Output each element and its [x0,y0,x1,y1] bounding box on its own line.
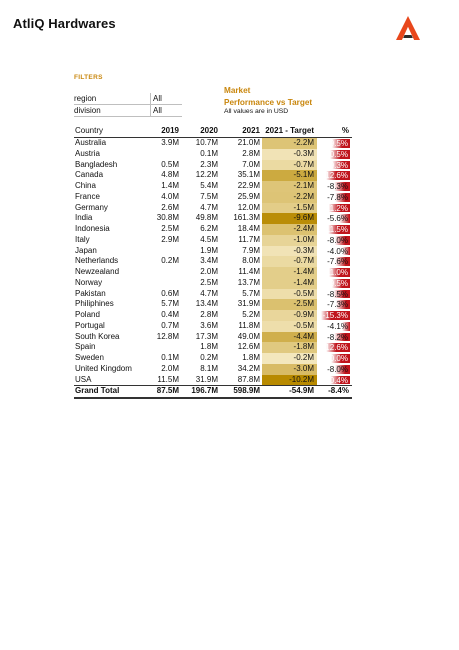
value-2020: 4.5M [200,234,218,244]
pct-cell: -8.5% [320,289,351,300]
target-diff-cell: -3.0M [262,364,317,375]
value-2020: 31.9M [195,374,218,384]
report-note: All values are in USD [224,108,289,115]
pct-cell: -11.2% [320,203,351,214]
filter-value[interactable]: All [150,105,162,116]
country-cell: Austria [75,148,100,158]
value-2020: 0.1M [200,148,218,158]
value-2019: 0.4M [161,310,179,319]
table-row [74,256,352,267]
country-cell: Portugal [75,320,105,330]
pct-cell: -9.5% [320,138,351,149]
target-diff-cell: -0.5M [262,289,317,300]
report-title [224,85,312,108]
country-cell: Bangladesh [75,159,118,169]
column-header-2019: 2019 [161,126,179,135]
value-2020: 6.2M [200,224,218,233]
pct-cell: -10.5% [320,149,351,160]
pct-cell: -8.2% [320,332,351,343]
target-diff-cell: -2.2M [262,138,317,149]
country-cell: Australia [75,138,107,147]
table-row [74,149,352,160]
country-cell: South Korea [75,331,120,341]
column-header-country: Country [75,126,104,135]
value-2019 [150,342,179,353]
table-row [74,170,352,181]
pct-cell: -8.0% [320,235,351,246]
value-2019: 1.4M [161,181,179,190]
value-2019 [150,278,179,289]
target-diff-cell: -1.4M [262,278,317,289]
value-2021: 12.6M [237,342,260,352]
target-diff-cell: -1.8M [262,342,317,353]
value-2019: 4.0M [161,191,179,201]
target-diff-cell: -0.2M [262,353,317,364]
value-2021: 35.1M [237,170,260,180]
target-diff-cell: -1.4M [262,267,317,278]
country-cell: Indonesia [75,224,110,233]
target-diff-cell: -9.6M [262,213,317,224]
value-2019: 2.6M [161,202,179,212]
country-cell: India [75,213,93,223]
table-row [74,342,352,353]
value-2021: 31.9M [237,299,260,309]
pct-cell: -12.6% [320,342,351,353]
value-2021: 5.2M [242,310,260,319]
pct-cell: -7.6% [320,256,351,267]
value-2020: 49.8M [195,213,218,223]
value-2020: 3.6M [200,320,218,330]
value-2020: 13.4M [195,299,218,309]
country-cell: United Kingdom [75,363,132,373]
target-diff-cell: -2.4M [262,224,317,235]
value-2020: 1.9M [200,245,218,255]
value-2021: 12.0M [237,202,260,212]
value-2021: 13.7M [237,277,260,287]
value-2019: 5.7M [161,299,179,309]
value-2019: 4.8M [161,170,179,180]
table-row [74,224,352,235]
value-2019 [150,246,179,257]
value-2020: 10.7M [195,138,218,147]
value-2020: 7.5M [200,191,218,201]
total-2019: 87.5M [156,386,179,396]
pct-cell: -12.6% [320,170,351,181]
value-2019: 0.6M [161,288,179,298]
target-diff-cell: -0.3M [262,149,317,160]
table-row [74,246,352,257]
country-cell: Germany [75,202,108,212]
value-2020: 8.1M [200,363,218,373]
table-row [74,203,352,214]
value-2021: 49.0M [237,331,260,341]
total-label: Grand Total [75,386,120,396]
value-2021: 11.8M [238,320,260,330]
pct-cell: -4.0% [320,246,351,257]
value-2021: 7.0M [242,159,260,169]
table-row [74,267,352,278]
table-row [74,181,352,192]
target-diff-cell: -2.1M [262,181,317,192]
target-diff-cell: -2.5M [262,299,317,310]
pct-cell: -7.8% [320,192,351,203]
total-pct: -8.4% [328,386,349,396]
country-cell: China [75,181,96,190]
report-title-line: Performance vs Target [224,97,313,107]
table-row [74,138,352,149]
value-2021: 21.0M [237,138,260,147]
column-header-target-diff: 2021 - Target [265,126,314,135]
filter-label: division [74,106,101,115]
country-cell: Pakistan [75,288,106,298]
filter-division[interactable] [74,105,182,117]
value-2021: 7.9M [242,245,260,255]
value-2019: 0.5M [161,159,179,169]
pct-cell: -10.4% [320,375,351,386]
table-body [74,138,352,385]
table-row [74,213,352,224]
value-2021: 25.9M [237,191,260,201]
total-2020: 196.7M [191,386,218,396]
value-2020: 2.0M [200,267,218,276]
table-row [74,160,352,171]
target-diff-cell: -4.4M [262,332,317,343]
pct-cell: -9.5% [320,278,351,289]
pct-cell: -9.3% [320,160,351,171]
value-2020: 2.3M [200,159,218,169]
value-2019: 3.9M [161,138,179,147]
value-2021: 8.0M [242,256,260,266]
pct-cell: -8.0% [320,364,351,375]
value-2021: 5.7M [242,288,260,298]
value-2020: 2.8M [200,310,218,319]
table-row [74,310,352,321]
value-2021: 2.8M [242,148,260,158]
country-cell: Poland [75,310,100,319]
country-cell: Norway [75,277,103,287]
filter-value[interactable]: All [150,93,162,104]
value-2019: 11.5M [157,374,179,384]
value-2019: 0.2M [161,256,179,266]
value-2019 [150,267,179,278]
target-diff-cell: -0.3M [262,246,317,257]
company-name: AtliQ Hardwares [13,16,116,31]
pct-cell: -11.0% [320,267,351,278]
report-title-line: Market [224,86,251,95]
value-2020: 17.3M [195,331,218,341]
target-diff-cell: -0.5M [262,321,317,332]
value-2019: 2.5M [161,224,179,233]
value-2019: 0.7M [161,320,179,330]
country-cell: France [75,191,100,201]
total-target-diff: -54.9M [289,386,314,396]
value-2021: 34.2M [237,363,260,373]
filter-region[interactable] [74,93,182,105]
column-header-2021: 2021 [242,126,260,135]
filters-heading: FILTERS [74,74,103,81]
country-cell: Canada [75,170,104,180]
value-2019: 2.9M [161,234,179,244]
table-header-row [74,126,352,138]
table-row [74,289,352,300]
table-row [74,192,352,203]
value-2020: 1.8M [200,342,218,352]
target-diff-cell: -2.2M [262,192,317,203]
table-row [74,332,352,343]
atliq-logo-icon [394,14,422,42]
table-row [74,278,352,289]
target-diff-cell: -0.7M [262,160,317,171]
pct-cell: -10.0% [320,353,351,364]
value-2021: 22.9M [237,181,260,190]
table-row [74,321,352,332]
pct-cell: -7.3% [320,299,351,310]
country-cell: Spain [75,342,96,352]
value-2021: 18.4M [237,224,260,233]
value-2021: 11.7M [238,234,260,244]
target-diff-cell: -0.9M [262,310,317,321]
value-2020: 4.7M [200,288,218,298]
column-header-2020: 2020 [200,126,218,135]
country-cell: USA [75,374,92,384]
value-2019 [150,149,179,160]
pct-cell: -15.3% [320,310,351,321]
value-2019: 12.8M [156,331,179,341]
country-cell: Italy [75,234,90,244]
filter-label: region [74,94,97,103]
target-diff-cell: -0.7M [262,256,317,267]
target-diff-cell: -1.0M [262,235,317,246]
performance-table [74,126,352,399]
target-diff-cell: -10.2M [262,375,317,386]
country-cell: Philiphines [75,299,114,309]
value-2020: 2.5M [200,277,218,287]
value-2020: 0.2M [200,353,218,362]
grand-total-row [74,385,352,399]
value-2020: 5.4M [200,181,218,190]
value-2021: 1.8M [242,353,260,362]
target-diff-cell: -1.5M [262,203,317,214]
value-2019: 30.8M [156,213,179,223]
country-cell: Netherlands [75,256,119,266]
target-diff-cell: -5.1M [262,170,317,181]
value-2021: 11.4M [238,267,260,276]
table-row [74,364,352,375]
value-2020: 4.7M [200,202,218,212]
table-row [74,235,352,246]
table-row [74,299,352,310]
value-2021: 87.8M [237,374,260,384]
pct-cell: -4.1% [320,321,351,332]
country-cell: Japan [75,245,97,255]
value-2019: 2.0M [161,363,179,373]
value-2020: 12.2M [195,170,218,180]
pct-cell: -5.6% [320,213,351,224]
value-2021: 161.3M [233,213,260,223]
pct-cell: -11.5% [320,224,351,235]
pct-cell: -8.3% [320,181,351,192]
total-2021: 598.9M [233,386,260,396]
value-2020: 3.4M [200,256,218,266]
table-row [74,375,352,386]
country-cell: Sweden [75,353,104,362]
value-2019: 0.1M [161,353,179,362]
table-row [74,353,352,364]
column-header-pct: % [341,126,349,135]
country-cell: Newzealand [75,267,120,276]
